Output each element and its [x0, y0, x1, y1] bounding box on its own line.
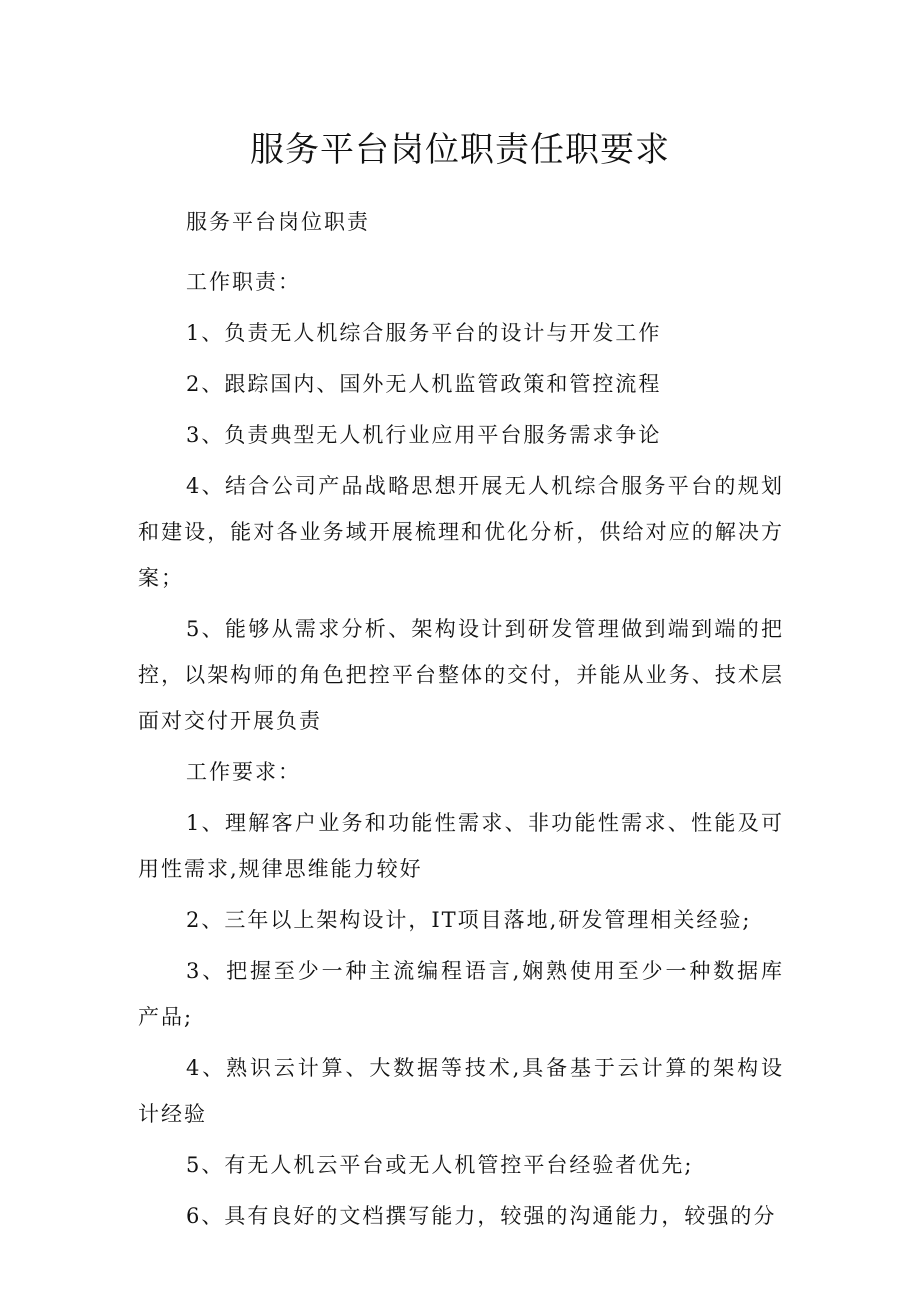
requirement-item-1: 1、理解客户业务和功能性需求、非功能性需求、性能及可用性需求,规律思维能力较好	[138, 811, 784, 881]
duty-item-3: 3、负责典型无人机行业应用平台服务需求争论	[186, 423, 662, 447]
subheading-work-duties: 工作职责：	[186, 270, 301, 294]
duty-item-4: 4、结合公司产品战略思想开展无人机综合服务平台的规划和建设，能对各业务域开展梳理和优化分析，供给对应的解决方案；	[138, 474, 784, 590]
requirement-item-6: 6、具有良好的文档撰写能力，较强的沟通能力，较强的分	[186, 1204, 777, 1228]
document-title: 服务平台岗位职责任职要求	[250, 130, 670, 170]
document-body	[138, 199, 784, 1239]
requirement-item-4: 4、熟识云计算、大数据等技术,具备基于云计算的架构设计经验	[138, 1056, 784, 1126]
section-heading-duties: 服务平台岗位职责	[186, 210, 370, 234]
requirement-item-2: 2、三年以上架构设计，IT项目落地,研发管理相关经验;	[186, 908, 752, 932]
requirement-item-3: 3、把握至少一种主流编程语言,娴熟使用至少一种数据库产品;	[138, 959, 784, 1029]
requirement-item-5: 5、有无人机云平台或无人机管控平台经验者优先;	[186, 1153, 694, 1177]
duty-item-2: 2、跟踪国内、国外无人机监管政策和管控流程	[186, 372, 662, 396]
duty-item-5: 5、能够从需求分析、架构设计到研发管理做到端到端的把控，以架构师的角色把控平台整体的交付，并能从业务、技术层面对交付开展负责	[138, 617, 784, 733]
duty-item-1: 1、负责无人机综合服务平台的设计与开发工作	[186, 321, 662, 345]
subheading-work-requirements: 工作要求：	[186, 760, 301, 784]
